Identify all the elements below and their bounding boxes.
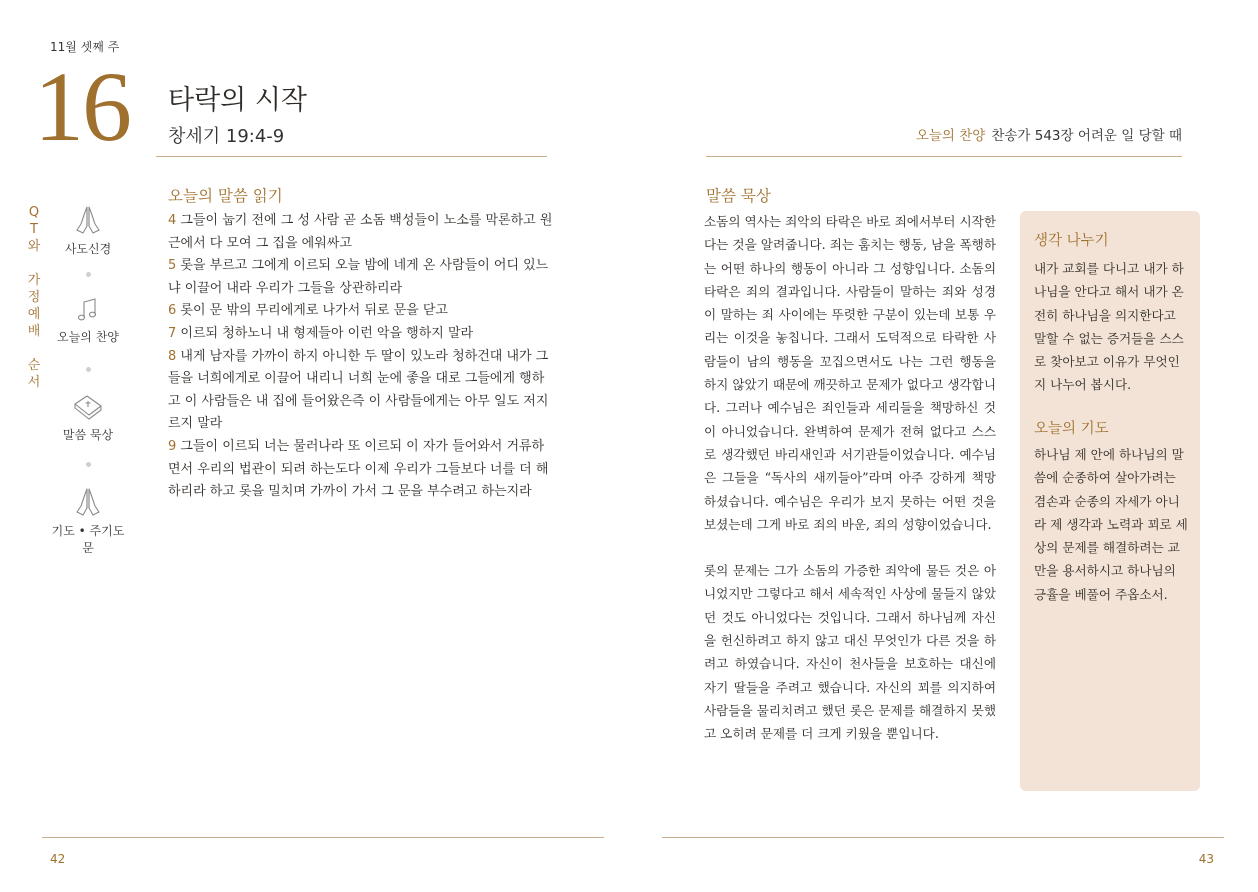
separator-dot bbox=[86, 272, 91, 277]
share-text: 내가 교회를 다니고 내가 하나님을 안다고 해서 내가 온전히 하나님을 의지한다고 말할 수 없는 증거들을 스스로 찾아보고 이유가 무엇인지 나누어 봅시다. bbox=[1034, 261, 1184, 393]
week-label: 11월 셋째 주 bbox=[50, 40, 120, 54]
verse-number: 5 bbox=[168, 258, 177, 274]
header-divider-right bbox=[706, 156, 1182, 157]
verse-text: 이르되 청하노니 내 형제들아 이런 악을 행하지 말라 bbox=[176, 325, 474, 341]
sidebar-item-label: 말씀 묵상 bbox=[62, 428, 114, 442]
vertical-gap bbox=[26, 255, 42, 272]
praying-hands-icon bbox=[71, 204, 105, 236]
sharing-prayer-box bbox=[1020, 211, 1200, 791]
verse-number: 6 bbox=[168, 303, 177, 319]
hymn-label: 오늘의 찬양 bbox=[915, 128, 986, 144]
separator-dot bbox=[86, 367, 91, 372]
page-number-right: 43 bbox=[1198, 852, 1214, 866]
verse bbox=[168, 300, 556, 323]
header-divider-left bbox=[156, 156, 547, 157]
page-title: 타락의 시작 bbox=[168, 85, 307, 116]
footer-divider-right bbox=[662, 837, 1224, 838]
vertical-char: 정 bbox=[27, 290, 41, 305]
sidebar-item-label: 사도신경 bbox=[64, 242, 112, 256]
sidebar-item-prayer bbox=[48, 486, 128, 556]
verse-text: 내게 남자를 가까이 하지 아니한 두 딸이 있노라 청하건대 내가 그들을 너희에게로 이끌어 내리니 너희 눈에 좋을 대로 그들에게 행하고 이 사람들은 내 집에 들어왔은즉 이 사람들에게는 아무 일도 저지르지 말라 bbox=[168, 348, 549, 432]
separator-dot bbox=[86, 462, 91, 467]
sidebar-item-apostles-creed bbox=[48, 204, 128, 257]
todays-hymn bbox=[916, 124, 1182, 144]
prayer-heading: 오늘의 기도 bbox=[1034, 421, 1109, 437]
scripture-reference: 창세기 19:4-9 bbox=[168, 126, 285, 147]
footer-divider-left bbox=[42, 837, 604, 838]
vertical-char: 가 bbox=[27, 273, 41, 288]
music-note-icon bbox=[71, 296, 105, 324]
meditation-paragraph: 롯의 문제는 그가 소돔의 가증한 죄악에 물든 것은 아니었지만 그렇다고 해서 세속적인 사상에 물들지 않았던 것도 아니었다는 것입니다. 그래서 하나님께 자신을 헌신하려고 하지 않고 대신 무엇인가 다른 것을 하려고 하였습니다. 자신이 천사들을 보호하는 대신에 자기 딸들을 주려고 했습니다. 자신의 꾀를 의지하여 사람들을 물리치려고 했던 롯은 문제를 해결하지 못했고 오히려 문제를 더 크게 키웠을 뿐입니다. bbox=[704, 563, 996, 742]
sidebar-item-label: 기도 • 주기도문 bbox=[51, 524, 125, 555]
vertical-char: T bbox=[30, 222, 38, 237]
verse-number: 9 bbox=[168, 438, 177, 454]
verse-text: 그들이 눕기 전에 그 성 사람 곧 소돔 백성들이 노소를 막론하고 원근에서 다 모여 그 집을 에워싸고 bbox=[168, 213, 553, 251]
scripture-text bbox=[168, 210, 556, 504]
meditation-heading: 말씀 묵상 bbox=[706, 187, 771, 205]
qt-order-vertical-label bbox=[26, 204, 42, 391]
meditation-text bbox=[704, 210, 996, 769]
sidebar-item-todays-hymn bbox=[48, 296, 128, 345]
verse-number: 7 bbox=[168, 325, 177, 341]
meditation-paragraph: 소돔의 역사는 죄악의 타락은 바로 죄에서부터 시작한다는 것을 알려줍니다. 죄는 훔치는 행동, 남을 폭행하는 어떤 하나의 행동이 아니라 그 성향입니다. 소돔의 타락은 죄의 결과입니다. 사람들이 말하는 죄와 성경이 말하는 죄 사이에는 뚜렷한 구분이 있는데 보통 우리는 이것을 놓칩니다. 그래서 도덕적으로 타락한 사람들이 남의 행동을 꼬집으면서도 나는 그런 행동을 하지 않았기 때문에 깨끗하고 문제가 없다고 생각합니다. 그러나 예수님은 죄인들과 세리들을 책망하신 것이 아니었습니다. 완벽하여 문제가 전혀 없다고 스스로 생각했던 바리새인과 서기관들이었습니다. 예수님은 그들을 “독사의 새끼들아”라며 아주 강하게 책망하셨습니다. 예수님은 우리가 보지 못하는 어떤 것을 보셨는데 그게 바로 죄의 바운, 죄의 성향이었습니다. bbox=[704, 214, 996, 532]
sidebar-item-word-meditation bbox=[48, 392, 128, 443]
day-number: 16 bbox=[34, 51, 130, 162]
vertical-char: 배 bbox=[27, 324, 41, 339]
reading-heading: 오늘의 말씀 읽기 bbox=[168, 187, 283, 205]
verse-text: 그들이 이르되 너는 물러나라 또 이르되 이 자가 들어와서 거류하면서 우리의 법관이 되려 하는도다 이제 우리가 그들보다 너를 더 해하리라 하고 롯을 밀치며 가까이 가서 그 문을 부수려고 하는지라 bbox=[168, 438, 549, 500]
verse bbox=[168, 210, 556, 255]
praying-hands-icon bbox=[71, 486, 105, 518]
vertical-char: 서 bbox=[27, 375, 41, 390]
verse-text: 롯을 부르고 그에게 이르되 오늘 밤에 네게 온 사람들이 어디 있느냐 이끌어 내라 우리가 그들을 상관하리라 bbox=[168, 258, 549, 296]
prayer-text: 하나님 제 안에 하나님의 말씀에 순종하여 살아가려는 겸손과 순종의 자세가 아니라 제 생각과 노력과 꾀로 세상의 문제를 해결하려는 교만을 용서하시고 하나님의 긍휼을 베풀어 주옵소서. bbox=[1034, 447, 1188, 602]
hymn-text: 찬송가 543장 어려운 일 당할 때 bbox=[991, 128, 1182, 144]
page-number-left: 42 bbox=[50, 852, 66, 866]
share-heading: 생각 나누기 bbox=[1034, 233, 1109, 249]
verse bbox=[168, 255, 556, 300]
verse bbox=[168, 346, 556, 436]
vertical-char: 와 bbox=[27, 239, 41, 254]
verse-number: 4 bbox=[168, 213, 177, 228]
vertical-char: 예 bbox=[27, 307, 41, 322]
vertical-gap bbox=[26, 340, 42, 357]
verse bbox=[168, 323, 556, 346]
verse-text: 롯이 문 밖의 무리에게로 나가서 뒤로 문을 닫고 bbox=[176, 303, 448, 319]
vertical-char: 순 bbox=[27, 358, 41, 373]
bible-icon bbox=[71, 392, 105, 422]
verse-number: 8 bbox=[168, 348, 177, 364]
sidebar-item-label: 오늘의 찬양 bbox=[57, 330, 119, 344]
verse bbox=[168, 436, 556, 504]
vertical-char: Q bbox=[28, 205, 40, 220]
